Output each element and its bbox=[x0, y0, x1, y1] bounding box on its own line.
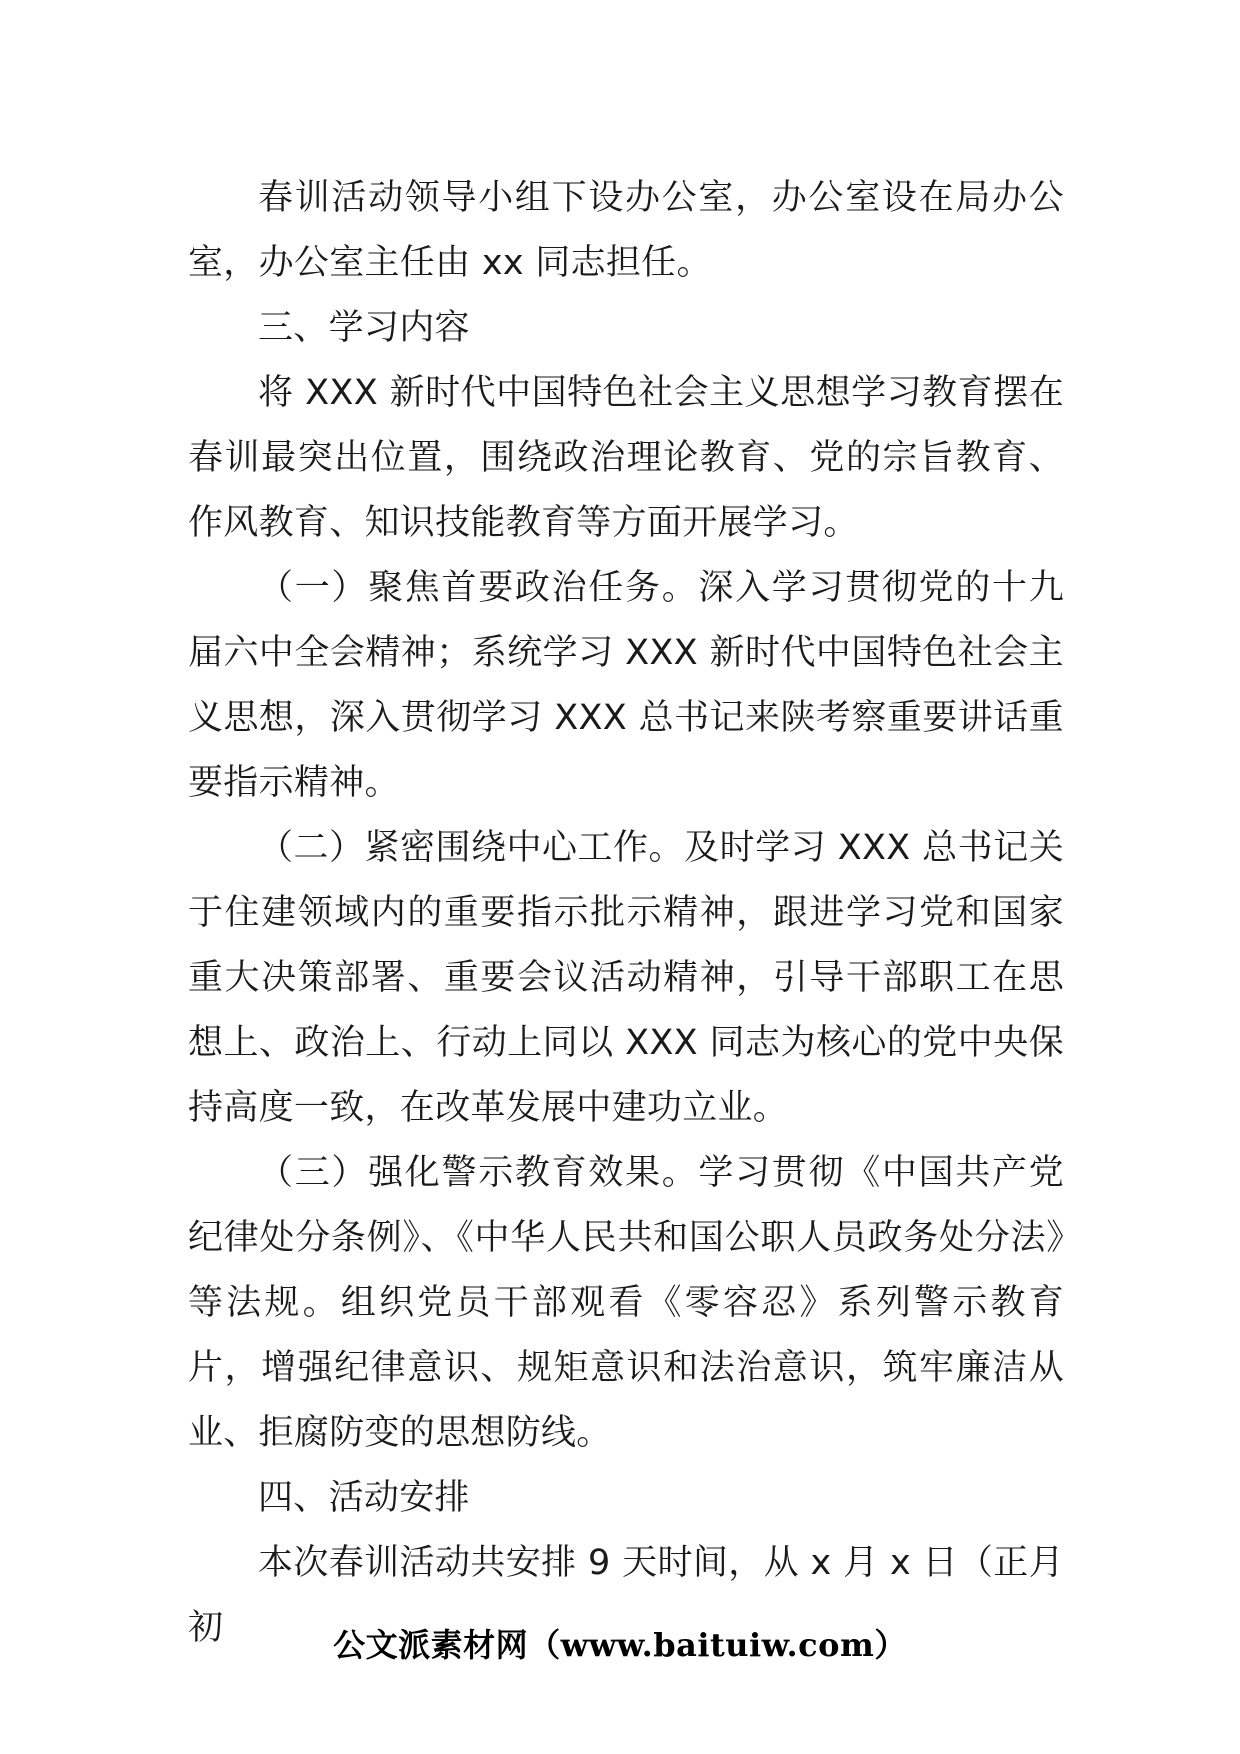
paragraph-item-two: （二）紧密围绕中心工作。及时学习 XXX 总书记关于住建领域内的重要指示批示精神，跟进学习党和国家重大决策部署、重要会议活动精神，引导干部职工在思想上、政治上、行动上同以 XXX 同志为核心的党中央保持高度一致，在改革发展中建功立业。 bbox=[188, 828, 1064, 1128]
footer-watermark: 公文派素材网（www.baituiw.com） bbox=[333, 1626, 907, 1664]
paragraph-item-three: （三）强化警示教育效果。学习贯彻《中国共产党纪律处分条例》、《中华人民共和国公职人员政务处分法》等法规。组织党员干部观看《零容忍》系列警示教育片，增强纪律意识、规矩意识和法治意识，筑牢廉洁从业、拒腐防变的思想防线。 bbox=[188, 1153, 1064, 1453]
paragraph-schedule: 本次春训活动共安排 9 天时间，从 x 月 x 日（正月初 bbox=[188, 1543, 1064, 1648]
section-heading-activity-arrangement: 四、活动安排 bbox=[258, 1478, 470, 1518]
paragraph-study-overview: 将 XXX 新时代中国特色社会主义思想学习教育摆在春训最突出位置，围绕政治理论教育、党的宗旨教育、作风教育、知识技能教育等方面开展学习。 bbox=[188, 373, 1064, 543]
paragraph-office-setup: 春训活动领导小组下设办公室，办公室设在局办公室，办公室主任由 xx 同志担任。 bbox=[188, 178, 1064, 283]
paragraph-item-one: （一）聚焦首要政治任务。深入学习贯彻党的十九届六中全会精神；系统学习 XXX 新时代中国特色社会主义思想，深入贯彻学习 XXX 总书记来陕考察重要讲话重要指示精神。 bbox=[188, 568, 1064, 803]
document-body bbox=[188, 166, 1064, 1661]
section-heading-study-content: 三、学习内容 bbox=[258, 308, 470, 348]
